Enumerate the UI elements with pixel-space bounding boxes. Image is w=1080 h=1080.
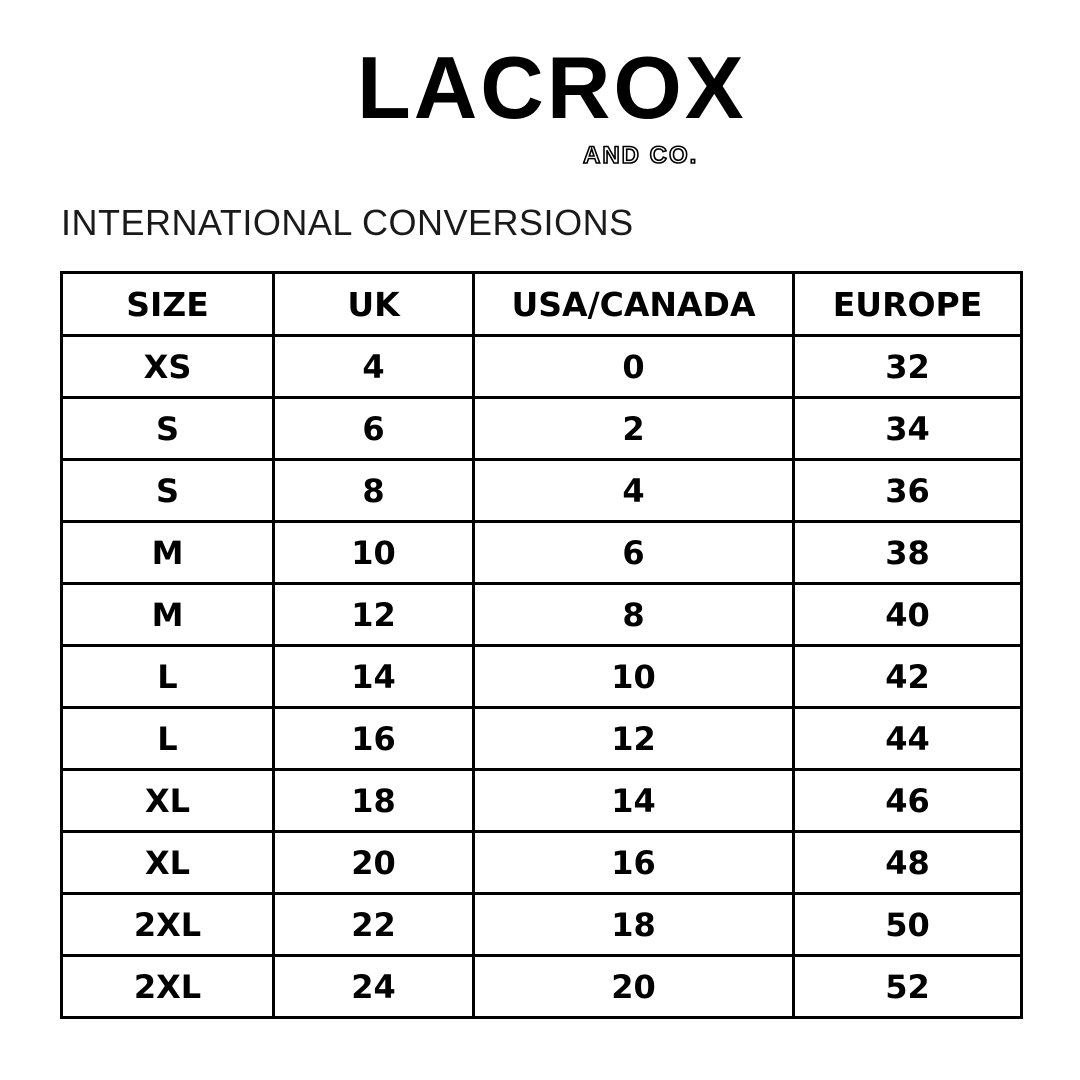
cell-europe: 32 (794, 336, 1022, 398)
cell-uk: 18 (274, 770, 474, 832)
cell-usa-canada: 8 (474, 584, 794, 646)
table-row (62, 894, 1022, 956)
size-conversion-table (60, 271, 1023, 1019)
cell-size: S (62, 398, 274, 460)
table-row (62, 584, 1022, 646)
cell-size: S (62, 460, 274, 522)
brand-name: LACROX (357, 38, 747, 137)
cell-uk: 8 (274, 460, 474, 522)
column-header-uk: UK (274, 273, 474, 336)
cell-usa-canada: 14 (474, 770, 794, 832)
cell-europe: 34 (794, 398, 1022, 460)
cell-usa-canada: 0 (474, 336, 794, 398)
cell-uk: 4 (274, 336, 474, 398)
cell-usa-canada: 6 (474, 522, 794, 584)
cell-size: XS (62, 336, 274, 398)
cell-europe: 52 (794, 956, 1022, 1018)
table-row (62, 336, 1022, 398)
cell-europe: 50 (794, 894, 1022, 956)
cell-usa-canada: 10 (474, 646, 794, 708)
cell-size: 2XL (62, 894, 274, 956)
cell-uk: 22 (274, 894, 474, 956)
table-row (62, 398, 1022, 460)
cell-size: L (62, 646, 274, 708)
cell-size: 2XL (62, 956, 274, 1018)
column-header-usa-canada: USA/CANADA (474, 273, 794, 336)
brand-tagline: AND CO. (583, 142, 699, 169)
cell-size: XL (62, 832, 274, 894)
cell-size: M (62, 522, 274, 584)
cell-uk: 10 (274, 522, 474, 584)
column-header-europe: EUROPE (794, 273, 1022, 336)
table-row (62, 708, 1022, 770)
brand-logo (357, 38, 747, 137)
cell-uk: 14 (274, 646, 474, 708)
cell-uk: 20 (274, 832, 474, 894)
cell-europe: 46 (794, 770, 1022, 832)
cell-europe: 36 (794, 460, 1022, 522)
table-row (62, 522, 1022, 584)
table-row (62, 460, 1022, 522)
table-header-row (62, 273, 1022, 336)
cell-uk: 24 (274, 956, 474, 1018)
table-row (62, 956, 1022, 1018)
cell-europe: 48 (794, 832, 1022, 894)
cell-usa-canada: 12 (474, 708, 794, 770)
cell-usa-canada: 16 (474, 832, 794, 894)
table-row (62, 770, 1022, 832)
cell-uk: 16 (274, 708, 474, 770)
cell-uk: 6 (274, 398, 474, 460)
cell-size: XL (62, 770, 274, 832)
table-row (62, 646, 1022, 708)
cell-europe: 40 (794, 584, 1022, 646)
cell-europe: 38 (794, 522, 1022, 584)
column-header-size: SIZE (62, 273, 274, 336)
table-row (62, 832, 1022, 894)
cell-usa-canada: 4 (474, 460, 794, 522)
cell-europe: 42 (794, 646, 1022, 708)
cell-europe: 44 (794, 708, 1022, 770)
cell-usa-canada: 18 (474, 894, 794, 956)
cell-size: L (62, 708, 274, 770)
cell-usa-canada: 20 (474, 956, 794, 1018)
cell-size: M (62, 584, 274, 646)
page-title: INTERNATIONAL CONVERSIONS (61, 202, 634, 243)
cell-usa-canada: 2 (474, 398, 794, 460)
cell-uk: 12 (274, 584, 474, 646)
